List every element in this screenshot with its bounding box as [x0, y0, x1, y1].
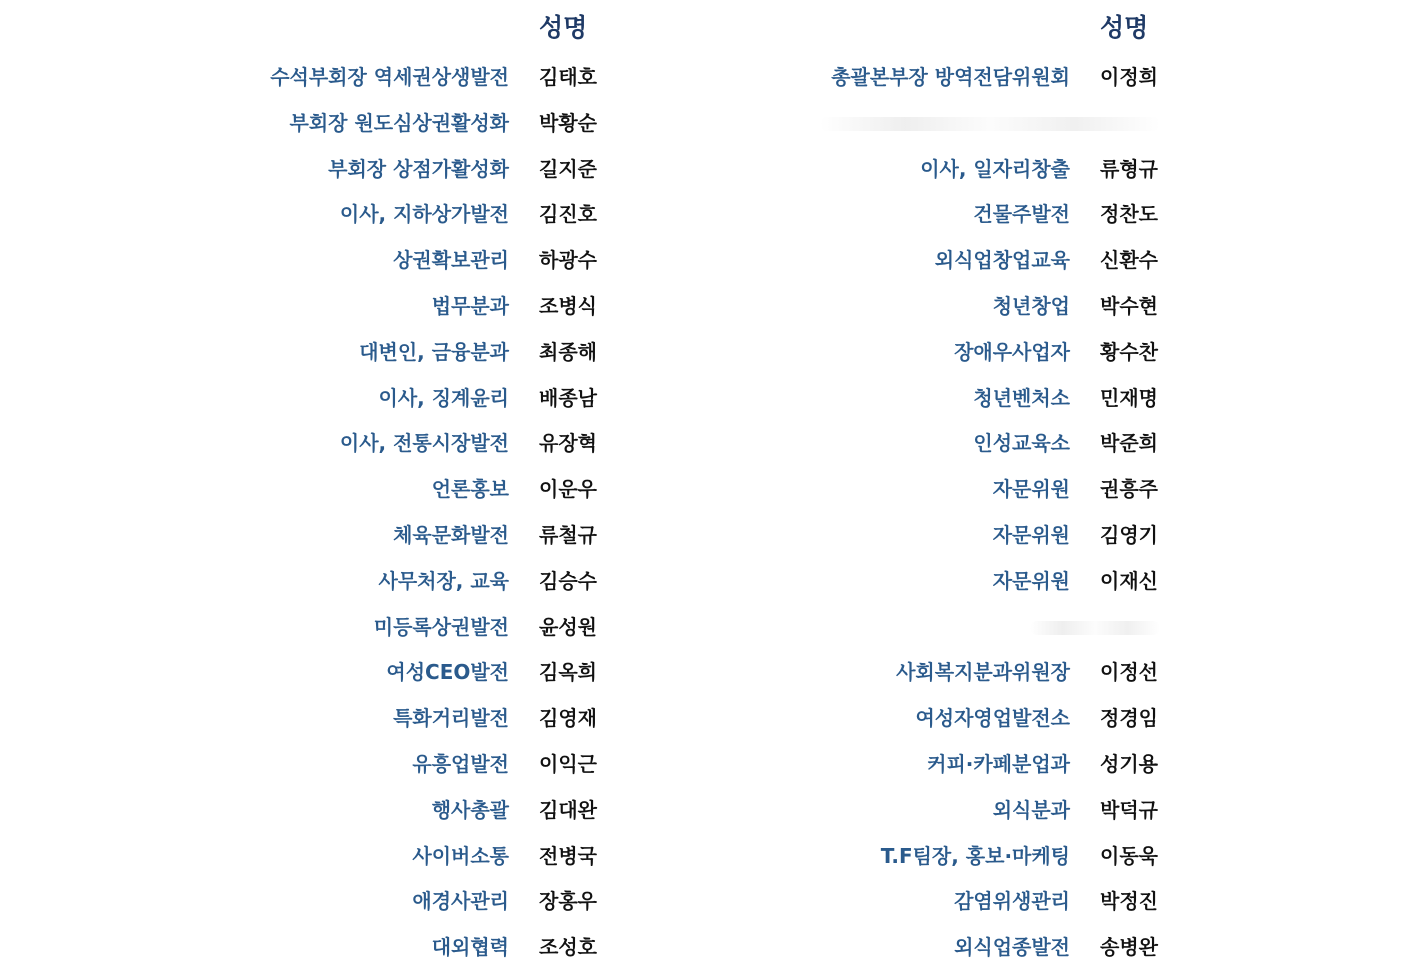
member-name: 이동욱	[1100, 844, 1158, 868]
member-name: 김옥희	[539, 660, 597, 684]
committee-role: 청년창업	[992, 294, 1070, 318]
table-row	[0, 473, 1425, 505]
member-name: 류철규	[539, 523, 597, 547]
table-row	[0, 656, 1425, 688]
left-header-name: 성명	[539, 13, 588, 42]
member-name: 류형규	[1100, 157, 1158, 181]
table-row	[0, 611, 1425, 643]
member-name: 박정진	[1100, 889, 1158, 913]
committee-role: 애경사관리	[412, 889, 509, 913]
committee-role: 자문위원	[992, 569, 1070, 593]
committee-role: 인성교육소	[973, 431, 1070, 455]
committee-role: T.F팀장, 홍보·마케팅	[880, 844, 1070, 868]
member-name: 김승수	[539, 569, 597, 593]
committee-role: 유흥업발전	[412, 752, 509, 776]
committee-role: 여성CEO발전	[386, 660, 509, 684]
committee-role: 커피·카페분업과	[927, 752, 1070, 776]
committee-role: 자문위원	[992, 523, 1070, 547]
member-name: 길지준	[539, 157, 597, 181]
table-row	[0, 427, 1425, 459]
committee-role: 미등록상권발전	[373, 615, 509, 639]
committee-role: 체육문화발전	[393, 523, 509, 547]
member-name: 박덕규	[1100, 798, 1158, 822]
committee-role: 법무분과	[431, 294, 509, 318]
member-name: 박수현	[1100, 294, 1158, 318]
committee-role: 청년벤처소	[973, 386, 1070, 410]
member-name: 이익근	[539, 752, 597, 776]
table-row	[0, 565, 1425, 597]
member-name: 이운우	[539, 477, 597, 501]
committee-role: 이사, 전통시장발전	[339, 431, 509, 455]
committee-role: 이사, 일자리창출	[920, 157, 1070, 181]
table-row	[0, 519, 1425, 551]
right-header-name: 성명	[1100, 13, 1149, 42]
member-name: 성기용	[1100, 752, 1158, 776]
table-row	[0, 794, 1425, 826]
committee-role: 대변인, 금융분과	[359, 340, 509, 364]
committee-role: 특화거리발전	[393, 706, 509, 730]
committee-role: 자문위원	[992, 477, 1070, 501]
committee-role: 사회복지분과위원장	[896, 660, 1070, 684]
member-name: 조성호	[539, 935, 597, 959]
member-name: 배종남	[539, 386, 597, 410]
table-row	[0, 107, 1425, 139]
committee-role: 외식업창업교육	[934, 248, 1070, 272]
table-row	[0, 244, 1425, 276]
member-name: 김대완	[539, 798, 597, 822]
member-name: 신환수	[1100, 248, 1158, 272]
member-name: 정찬도	[1100, 202, 1158, 226]
committee-role: 외식분과	[992, 798, 1070, 822]
committee-role: 수석부회장 역세권상생발전	[270, 65, 509, 89]
committee-role: 외식업종발전	[954, 935, 1070, 959]
table-row	[0, 748, 1425, 780]
table-row	[0, 61, 1425, 93]
committee-role: 감염위생관리	[954, 889, 1070, 913]
committee-role: 부회장 상점가활성화	[328, 157, 509, 181]
table-row	[0, 290, 1425, 322]
member-name: 이정선	[1100, 660, 1158, 684]
committee-role: 언론홍보	[431, 477, 509, 501]
member-name: 조병식	[539, 294, 597, 318]
member-name: 전병국	[539, 844, 597, 868]
member-name: 최종해	[539, 340, 597, 364]
committee-role: 상권확보관리	[393, 248, 509, 272]
table-row	[0, 336, 1425, 368]
committee-role: 이사, 지하상가발전	[339, 202, 509, 226]
member-name: 박황순	[539, 111, 597, 135]
member-name: 김태호	[539, 65, 597, 89]
member-name: 김영기	[1100, 523, 1158, 547]
table-row	[0, 840, 1425, 872]
committee-role: 여성자영업발전소	[915, 706, 1070, 730]
committee-role: 건물주발전	[973, 202, 1070, 226]
redacted-entry	[820, 117, 1160, 131]
member-name: 황수찬	[1100, 340, 1158, 364]
table-row	[0, 153, 1425, 185]
member-name: 권흥주	[1100, 477, 1158, 501]
table-row	[0, 382, 1425, 414]
member-name: 유장혁	[539, 431, 597, 455]
committee-role: 이사, 징계윤리	[378, 386, 509, 410]
committee-role: 행사총괄	[431, 798, 509, 822]
table-row	[0, 885, 1425, 917]
committee-role: 대외협력	[431, 935, 509, 959]
committee-role: 장애우사업자	[954, 340, 1070, 364]
member-name: 김영재	[539, 706, 597, 730]
table-row	[0, 198, 1425, 230]
table-row	[0, 702, 1425, 734]
committee-role: 사이버소통	[412, 844, 509, 868]
redacted-entry	[1030, 621, 1160, 635]
member-name: 정경임	[1100, 706, 1158, 730]
table-row	[0, 931, 1425, 963]
committee-role: 총괄본부장 방역전담위원회	[831, 65, 1070, 89]
member-name: 박준희	[1100, 431, 1158, 455]
member-name: 김진호	[539, 202, 597, 226]
committee-role: 부회장 원도심상권활성화	[289, 111, 509, 135]
member-name: 이재신	[1100, 569, 1158, 593]
member-name: 윤성원	[539, 615, 597, 639]
member-name: 송병완	[1100, 935, 1158, 959]
member-name: 장홍우	[539, 889, 597, 913]
member-name: 하광수	[539, 248, 597, 272]
member-name: 이정희	[1100, 65, 1158, 89]
member-name: 민재명	[1100, 386, 1158, 410]
committee-role: 사무처장, 교육	[378, 569, 509, 593]
